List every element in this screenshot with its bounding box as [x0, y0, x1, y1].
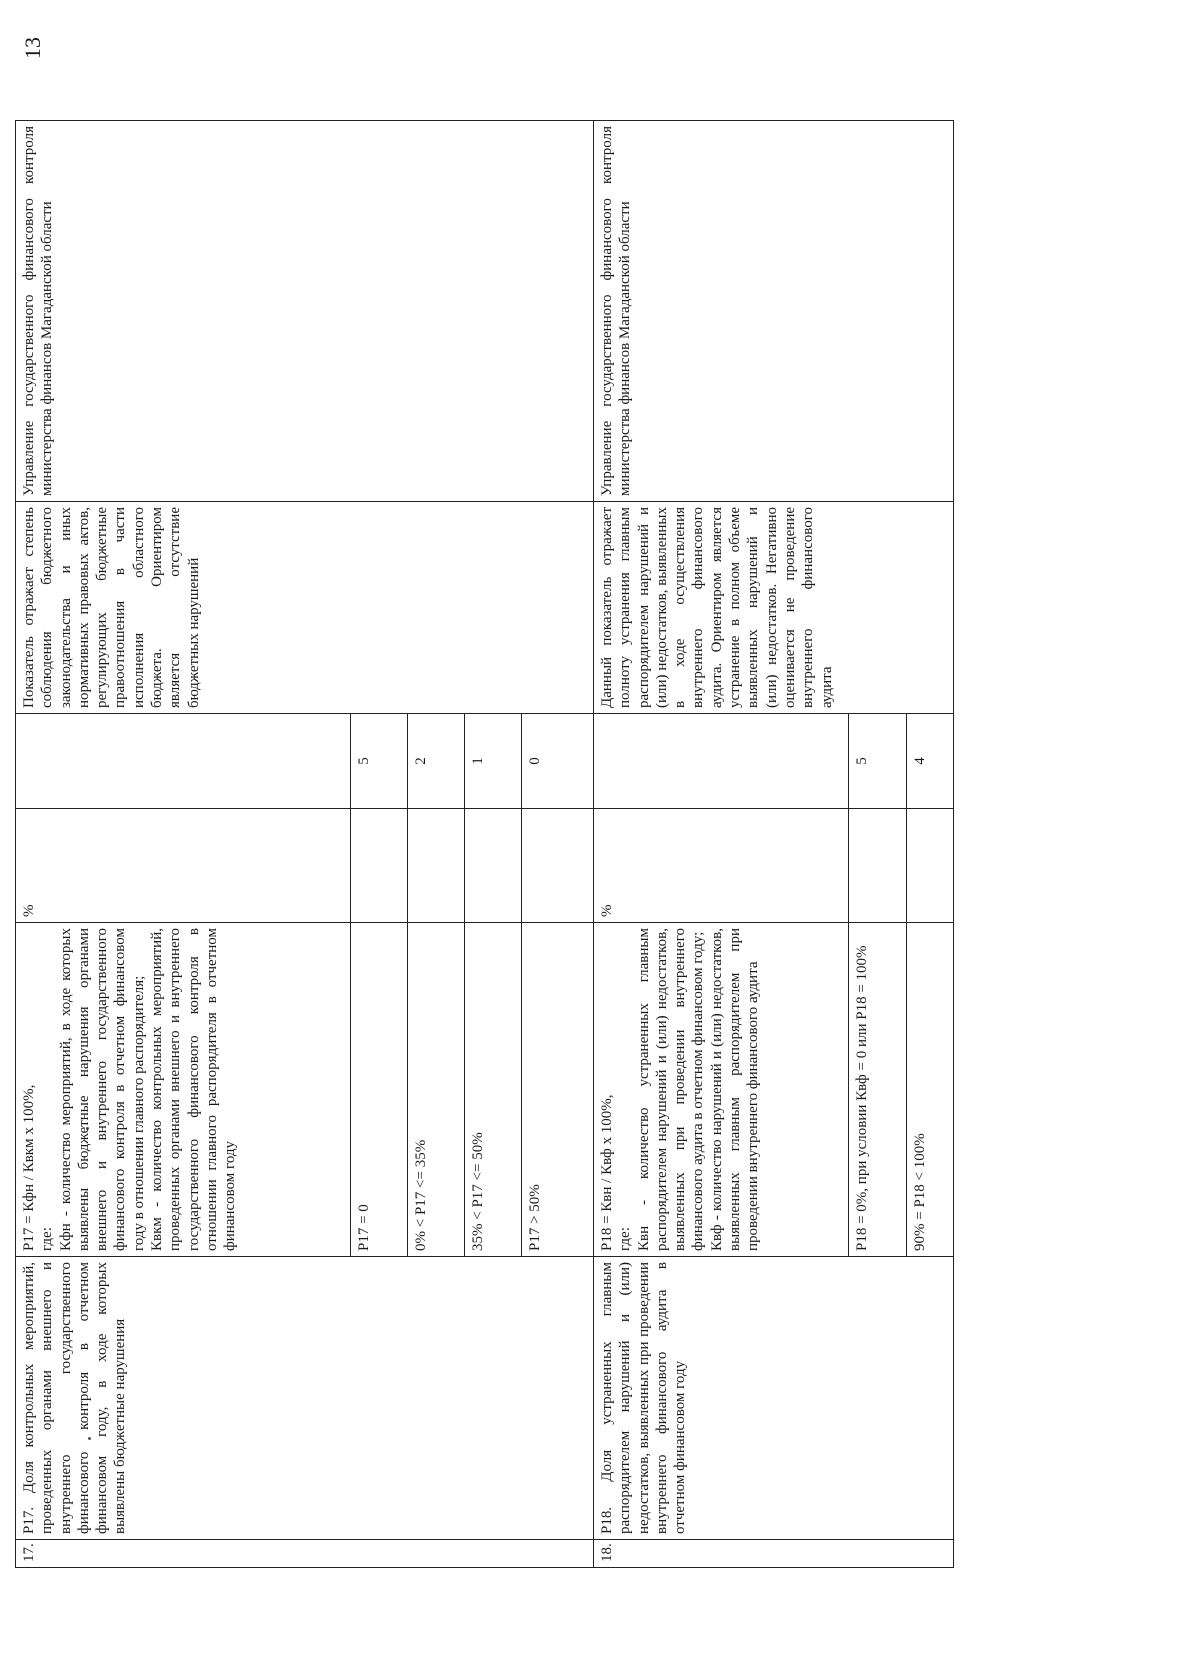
condition-cell: 0% < Р17 <= 35%	[408, 923, 465, 1257]
page-number: 13	[20, 37, 45, 59]
score-cell: 5	[351, 714, 408, 809]
unit-cell	[465, 809, 522, 923]
indicator-name-cell: Р17. Доля контрольных мероприятий, проведенных органами внешнего и внутреннего государственного финансового контроля в отчетном финансовом году, в ходе которых выявлены бюджетные нарушения	[16, 1257, 594, 1540]
responsible-cell: Управление государственного финансового контроля министерства финансов Магаданской области	[16, 121, 594, 502]
condition-cell: Р17 > 50%	[522, 923, 594, 1257]
score-cell: 0	[522, 714, 594, 809]
score-cell: 4	[907, 714, 954, 809]
table-row	[16, 121, 351, 1568]
score-cell: 5	[849, 714, 907, 809]
responsible-cell: Управление государственного финансового контроля министерства финансов Магаданской области	[594, 121, 954, 502]
description-cell: Данный показатель отражает полноту устранения главным распорядителем нарушений и (или) недостатков, выявленных в ходе осуществления внутреннего финансового аудита. Ориентиром является устранение в полном объеме выявленных нарушений и (или) недостатков. Негативно оценивается не проведение внутреннего финансового аудита	[594, 502, 954, 714]
unit-cell	[907, 809, 954, 923]
formula-cell: Р17 = Кфн / Квкм x 100%, где: Кфн - количество мероприятий, в ходе которых выявлены бюджетные нарушения органами внешнего и внутреннего государственного финансового контроля в отчетном финансовом году в отношении главного распорядителя; Квкм - количество контрольных мероприятий, проведенных органами внешнего и внутреннего государственного финансового контроля в отношении главного распорядителя в отчетном финансовом году	[16, 923, 351, 1257]
indicator-table	[15, 120, 954, 1568]
unit-cell: %	[594, 809, 849, 923]
row-number-cell: 18.	[594, 1540, 954, 1568]
condition-cell: 90% = Р18 < 100%	[907, 923, 954, 1257]
rotated-table-container	[15, 121, 953, 1568]
unit-cell	[408, 809, 465, 923]
formula-cell: Р18 = Квн / Квф x 100%, где: Квн - количество устраненных главным распорядителем нарушений и (или) недостатков, выявленных при проведении внутреннего финансового аудита в отчетном финансовом году; Квф - количество нарушений и (или) недостатков, выявленных главным распорядителем при проведении внутреннего финансового аудита	[594, 923, 849, 1257]
score-cell	[16, 714, 351, 809]
unit-cell	[849, 809, 907, 923]
unit-cell	[522, 809, 594, 923]
table-row	[594, 121, 849, 1568]
score-cell	[594, 714, 849, 809]
condition-cell: Р17 = 0	[351, 923, 408, 1257]
row-number-cell: 17.	[16, 1540, 594, 1568]
unit-cell	[351, 809, 408, 923]
condition-cell: Р18 = 0%, при условии Квф = 0 или Р18 = 100%	[849, 923, 907, 1257]
indicator-name-cell: Р18. Доля устраненных главным распорядителем нарушений и (или) недостатков, выявленных при проведении внутреннего финансового аудита в отчетном финансовом году	[594, 1257, 954, 1540]
condition-cell: 35% < Р17 <= 50%	[465, 923, 522, 1257]
score-cell: 1	[465, 714, 522, 809]
unit-cell: %	[16, 809, 351, 923]
description-cell: Показатель отражает степень соблюдения бюджетного законодательства и иных нормативных правовых актов, регулирующих бюджетные правоотношения в части исполнения областного бюджета. Ориентиром является отсутствие бюджетных нарушений	[16, 502, 594, 714]
score-cell: 2	[408, 714, 465, 809]
